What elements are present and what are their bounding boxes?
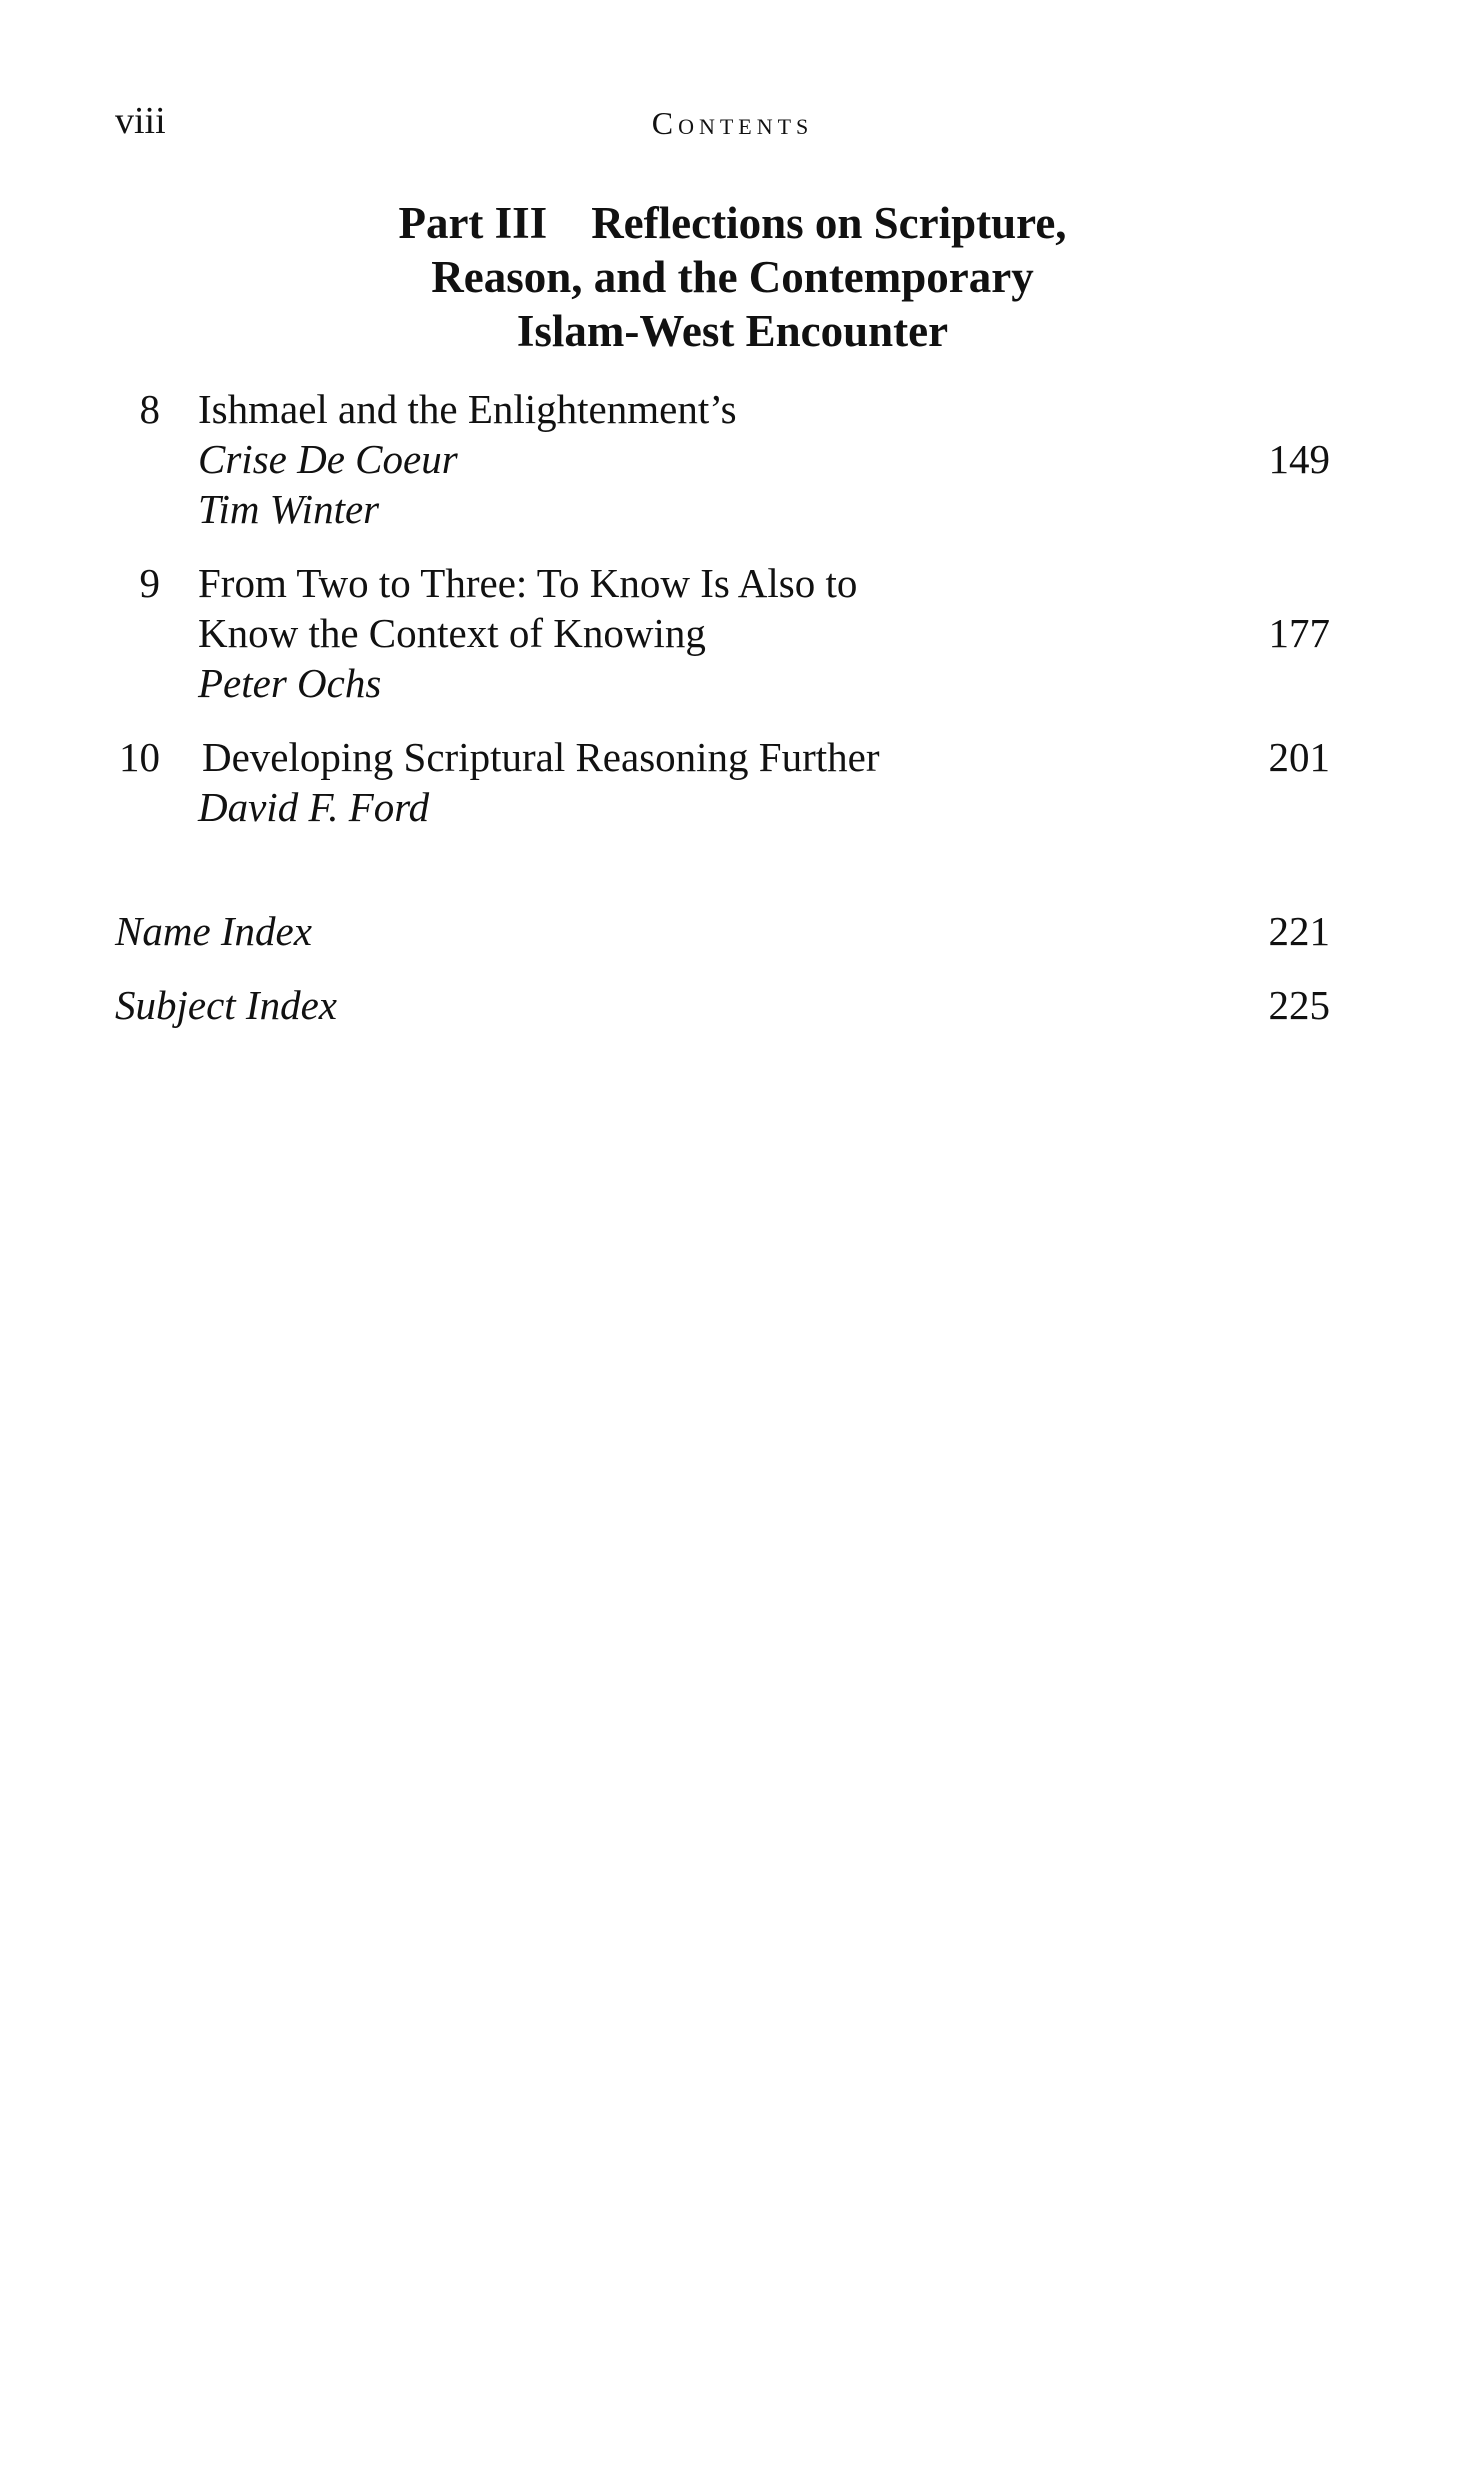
chapter-author: Tim Winter xyxy=(198,486,380,532)
index-label: Name Index xyxy=(115,908,312,954)
chapter-number: 8 xyxy=(139,386,160,432)
part-label: Part III xyxy=(398,198,548,248)
folio: viii xyxy=(115,100,166,142)
index-label: Subject Index xyxy=(115,982,337,1028)
chapter-title-line-1: Ishmael and the Enlightenment’s xyxy=(198,386,737,432)
chapter-author: David F. Ford xyxy=(198,784,430,830)
chapter-author: Peter Ochs xyxy=(198,660,382,706)
index-page-number: 221 xyxy=(1268,908,1330,954)
chapter-title-line-2: Know the Context of Knowing xyxy=(198,610,706,656)
chapter-title-line-2: Crise De Coeur xyxy=(198,436,458,482)
part-heading-line-1 xyxy=(0,196,1465,250)
chapter-page-number: 177 xyxy=(1268,610,1330,656)
part-title-line-3: Islam-West Encounter xyxy=(516,306,949,356)
chapter-page-number: 201 xyxy=(1268,734,1330,780)
chapter-page-number: 149 xyxy=(1268,436,1330,482)
chapter-number: 9 xyxy=(139,560,160,606)
index-page-number: 225 xyxy=(1268,982,1330,1028)
part-title-line-1: Reflections on Scripture, xyxy=(591,198,1067,248)
part-title-line-2: Reason, and the Contemporary xyxy=(431,252,1034,302)
chapter-title-line-1: From Two to Three: To Know Is Also to xyxy=(198,560,858,606)
part-heading xyxy=(0,196,1465,358)
chapter-title-line-1: Developing Scriptural Reasoning Further xyxy=(202,734,880,780)
chapter-number: 10 xyxy=(119,734,160,780)
running-head: Contents xyxy=(651,105,814,141)
